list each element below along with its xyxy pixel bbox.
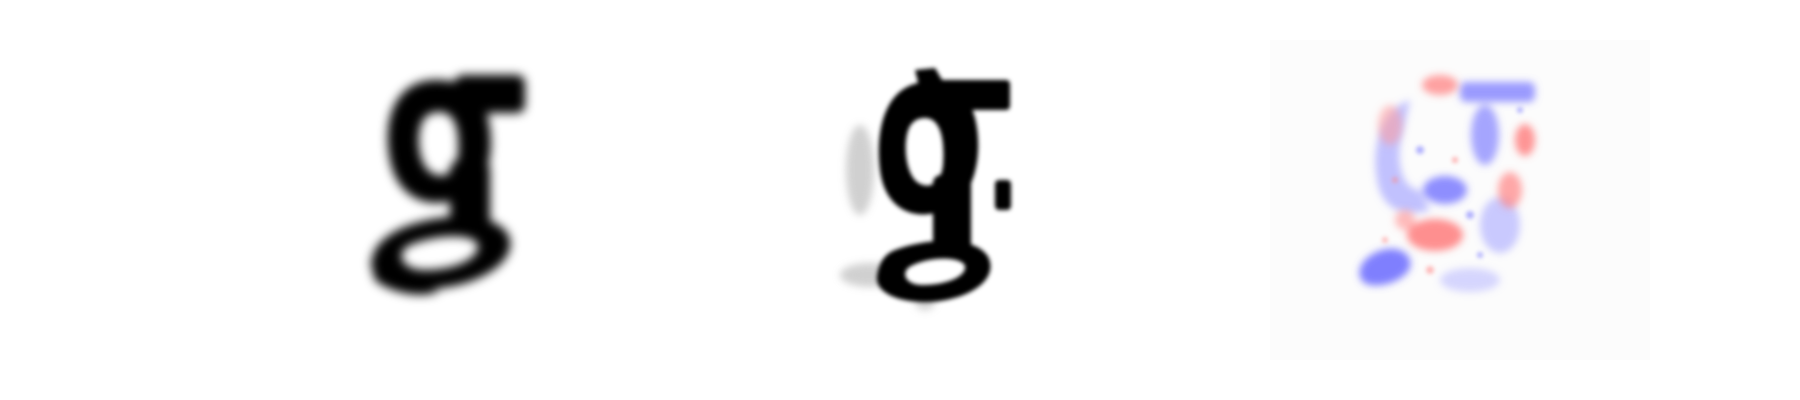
glyph-g-blurred [370, 75, 525, 295]
panel-average-glyph [290, 40, 670, 360]
average-glyph-image [290, 40, 670, 360]
glyph-g-sample [877, 68, 1011, 302]
difference-map-image [1270, 40, 1650, 360]
panel-difference-map [1270, 40, 1650, 360]
panel-sample-glyph [785, 40, 1165, 360]
sample-glyph-image [785, 40, 1165, 360]
